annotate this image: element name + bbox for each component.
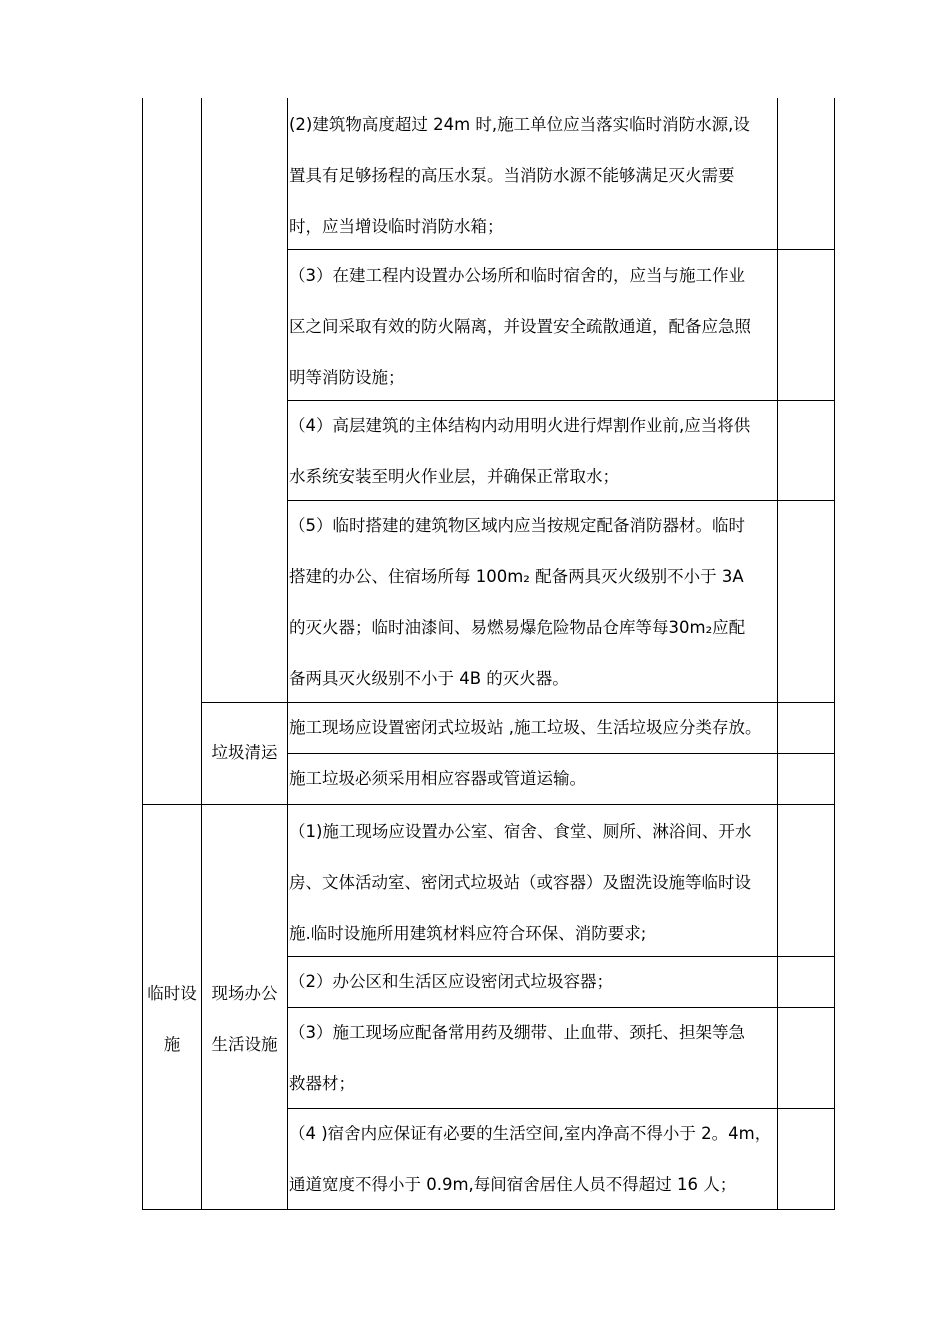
- text-line: 通道宽度不得小于 0.9m,每间宿舍居住人员不得超过 16 人；: [289, 1175, 737, 1194]
- table-cell-content: [289, 99, 784, 252]
- text-line: 施工垃圾必须采用相应容器或管道运输。: [289, 769, 586, 788]
- text-line: 置具有足够扬程的高压水泵。当消防水源不能够满足灭火需要: [289, 166, 735, 185]
- text-line: 搭建的办公、住宿场所每 100m₂ 配备两具灭火级别不小于 3A: [289, 567, 744, 586]
- subcategory-label-line: 现场办公: [211, 984, 278, 1003]
- category-label: [142, 968, 202, 1070]
- table-cell-content: [289, 1007, 784, 1109]
- text-line: 区之间采取有效的防火隔离，并设置安全疏散通道，配备应急照: [289, 317, 751, 336]
- table-cell-content: [289, 400, 784, 502]
- column-divider-content: [287, 98, 288, 1210]
- text-line: 房、文体活动室、密闭式垃圾站（或容器）及盥洗设施等临时设: [289, 873, 751, 892]
- table-cell-content: [289, 1108, 784, 1210]
- text-line: 施.临时设施所用建筑材料应符合环保、消防要求;: [289, 924, 647, 943]
- text-line: 明等消防设施；: [289, 368, 405, 387]
- text-line: （4 )宿舍内应保证有必要的生活空间,室内净高不得小于 2。4m，: [289, 1124, 772, 1143]
- table-cell-content: [289, 500, 784, 704]
- text-line: （3）在建工程内设置办公场所和临时宿舍的，应当与施工作业: [289, 266, 745, 285]
- text-line: （3）施工现场应配备常用药及绷带、止血带、颈托、担架等急: [289, 1023, 745, 1042]
- text-line: (2)建筑物高度超过 24m 时,施工单位应当落实临时消防水源,设: [289, 115, 750, 134]
- text-line: 的灭火器；临时油漆间、易燃易爆危险物品仓库等每30m₂应配: [289, 618, 746, 637]
- subcategory-label: 垃圾清运: [211, 743, 278, 762]
- text-line: 时，应当增设临时消防水箱；: [289, 217, 504, 236]
- table-cell-content: [289, 702, 784, 753]
- text-line: （5）临时搭建的建筑物区域内应当按规定配备消防器材。临时: [289, 516, 745, 535]
- text-line: （4）高层建筑的主体结构内动用明火进行焊割作业前,应当将供: [289, 416, 751, 435]
- subcategory-label: [202, 968, 287, 1070]
- text-line: （1)施工现场应设置办公室、宿舍、食堂、厕所、淋浴间、开水: [289, 822, 752, 841]
- table-cell-content: [289, 956, 784, 1007]
- text-line: 水系统安装至明火作业层，并确保正常取水；: [289, 467, 619, 486]
- table-cell-content: [289, 753, 784, 804]
- table-cell-content: [289, 806, 784, 959]
- section-divider: [142, 804, 835, 805]
- text-line: 施工现场应设置密闭式垃圾站 ,施工垃圾、生活垃圾应分类存放。: [289, 718, 762, 737]
- category-label-line: 施: [163, 1035, 181, 1054]
- table-border-right: [834, 98, 835, 1210]
- text-line: 救器材；: [289, 1074, 355, 1093]
- text-line: （2）办公区和生活区应设密闭式垃圾容器；: [289, 972, 613, 991]
- category-label-line: 临时设: [147, 984, 197, 1003]
- table-cell-content: [289, 250, 784, 403]
- subcategory-label-line: 生活设施: [211, 1035, 278, 1054]
- text-line: 备两具灭火级别不小于 4B 的灭火器。: [289, 669, 569, 688]
